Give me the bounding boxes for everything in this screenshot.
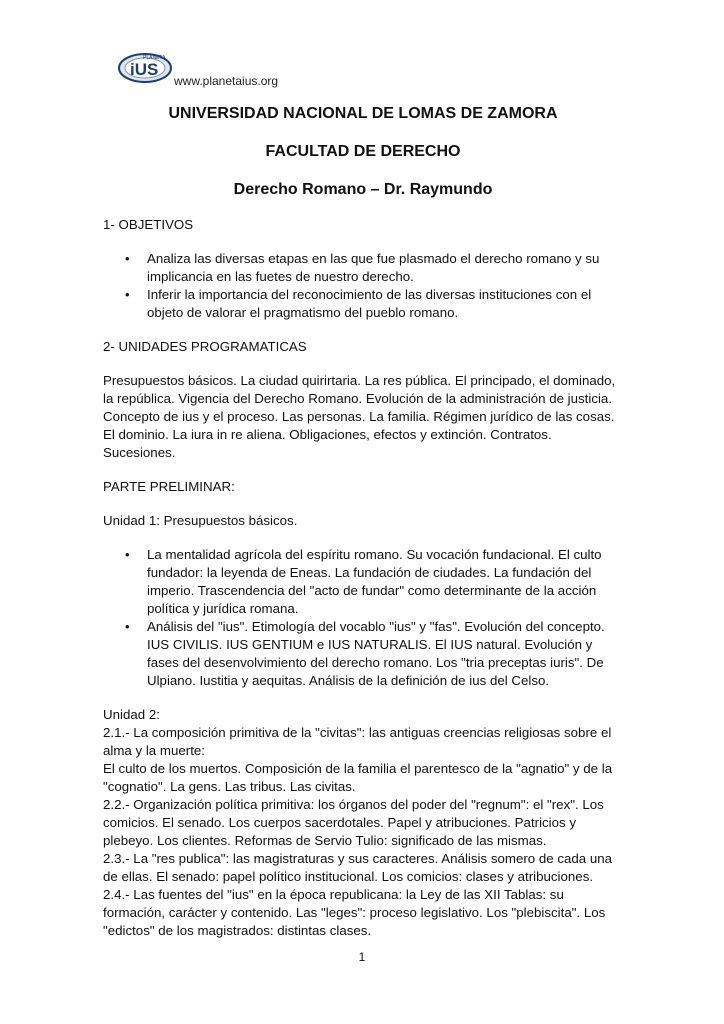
list-item: • Análisis del "ius". Etimología del vocablo "ius" y "fas". Evolución del concepto. IUS CIVILIS. IUS GENTIUM e IUS NATURALIS. El IUS natural. Evolución y fases del desenvolvimiento del derecho romano. Los "tria preceptas iuris". De Ulpiano. Iustitia y aequitas. Análisis de la definición de ius del Celso. (103, 618, 623, 690)
list-item: • Analiza las diversas etapas en las que fue plasmado el derecho romano y su implicancia en las fuetes de nuestro derecho. (103, 250, 623, 286)
page-number: 1 (358, 950, 366, 964)
planetaius-logo (118, 50, 174, 86)
logo-text: iUS (130, 60, 159, 79)
preliminar-heading: PARTE PRELIMINAR: (103, 479, 235, 494)
unidades-heading: 2- UNIDADES PROGRAMATICAS (103, 339, 307, 354)
document-body (103, 104, 623, 940)
list-item: • Inferir la importancia del reconocimiento de las diversas instituciones con el objeto de valorar el pragmatismo del pueblo romano. (103, 286, 623, 322)
logo-subtext: PLANETA (143, 55, 166, 61)
unidad2-line: 2.3.- La "res publica": las magistraturas y sus caracteres. Análisis somero de cada una de ellas. El senado: papel político institucional. Los comicios: clases y atribuciones. (103, 851, 613, 884)
unidad2-line: El culto de los muertos. Composición de la familia el parentesco de la "agnatio" y de la "cognatio". La gens. Las tribus. Las civitas. (103, 761, 613, 794)
unidad1-heading: Unidad 1: Presupuestos básicos. (103, 513, 298, 528)
unidad2-line: 2.4.- Las fuentes del "ius" en la época republicana: la Ley de las XII Tablas: su formación, carácter y contenido. Las "leges": proceso legislativo. Los "plebiscita". Los "edictos" de los magistrados: distintas clases. (103, 887, 606, 938)
unidades-paragraph: Presupuestos básicos. La ciudad quirirtaria. La res pública. El principado, el dominado, la república. Vigencia del Derecho Romano. Evolución de la administración de justicia. Concepto de ius y el proceso. Las personas. La familia. Régimen jurídico de las cosas. El dominio. La iura in re aliena. Obligaciones, efectos y extinción. Contratos. Sucesiones. (103, 373, 616, 460)
objetivos-heading: 1- OBJETIVOS (103, 217, 194, 232)
faculty-title: FACULTAD DE DERECHO (265, 143, 461, 160)
unidad2-line: 2.1.- La composición primitiva de la "civitas": las antiguas creencias religiosas sobre el alma y la muerte: (103, 725, 612, 758)
unidad2-heading: Unidad 2: (103, 707, 160, 722)
list-item: • La mentalidad agrícola del espíritu romano. Su vocación fundacional. El culto fundador: la leyenda de Eneas. La fundación de ciudades. La fundación del imperio. Trascendencia del "acto de fundar" como determinante de la acción política y jurídica romana. (103, 546, 623, 618)
unidad2-line: 2.2.- Organización política primitiva: los órganos del poder del "regnum": el "rex". Los comicios. El senado. Los cuerpos sacerdotales. Papel y atribuciones. Patricios y plebeyo. Los clientes. Reformas de Servio Tulio: significado de las mismas. (103, 797, 604, 848)
unidad1-list (103, 546, 623, 690)
objetivos-list (103, 250, 623, 322)
site-url: www.planetaius.org (174, 74, 279, 88)
course-title: Derecho Romano – Dr. Raymundo (233, 181, 493, 198)
university-title: UNIVERSIDAD NACIONAL DE LOMAS DE ZAMORA (168, 105, 558, 122)
page-header (118, 50, 338, 92)
